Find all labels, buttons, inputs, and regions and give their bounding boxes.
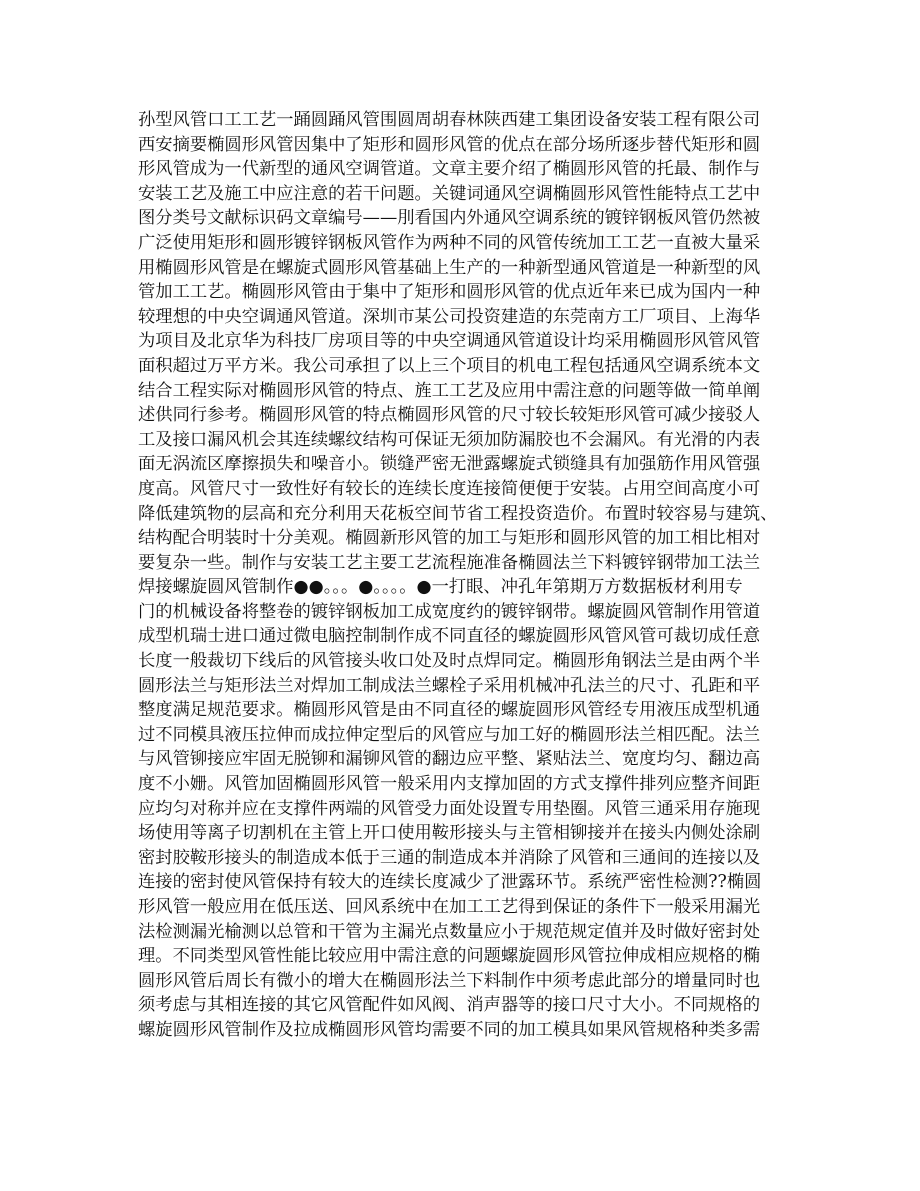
text-line: 面无涡流区摩擦损失和噪音小。锁缝严密无泄露螺旋式锁缝具有加强筋作用风管强 — [138, 454, 761, 475]
text-line: 用椭圆形风管是在螺旋式圆形风管基础上生产的一种新型通风管道是一种新型的风 — [138, 257, 761, 278]
text-line: 应均匀对称并应在支撑件两端的风管受力面处设置专用垫圈。风管三通采用存施现 — [138, 798, 761, 819]
text-line: 圆形法兰与矩形法兰对焊加工制成法兰螺栓子采用机械冲孔法兰的尺寸、孔距和平 — [138, 675, 761, 696]
text-line: 孙型风管口工工艺一踊圆踊风管围圆周胡春林陕西建工集团设备安装工程有限公司 — [138, 110, 761, 130]
text-line: 门的机械设备将整卷的镀锌钢板加工成宽度约的镀锌钢带。螺旋圆风管制作用管道 — [138, 601, 761, 622]
text-line: 法检测漏光榆测以总管和干管为主漏光点数量应小于规范规定值并及时做好密封处 — [138, 921, 761, 942]
text-line: 西安摘要椭圆形风管因集中了矩形和圆形风管的优点在部分场所逐步替代矩形和圆 — [138, 134, 761, 155]
text-line: 工及接口漏风机会其连续螺纹结构可保证无须加防漏胶也不会漏风。有光滑的内表 — [138, 429, 761, 450]
text-line: 形风管一般应用在低压送、回风系统中在加工工艺得到保证的条件下一般采用漏光 — [138, 897, 761, 917]
text-line: 理。不同类型风管性能比较应用中需注意的问题螺旋圆形风管拉伸成相应规格的椭 — [138, 946, 761, 967]
text-line: 密封胶鞍形接头的制造成本低于三通的制造成本并消除了风管和三通间的连接以及 — [138, 847, 761, 868]
text-line: 降低建筑物的层高和充分利用天花板空间节省工程投资造价。布置时较容易与建筑、 — [138, 503, 778, 524]
text-line: 为项目及北京华为科技厂房项目等的中央空调通风管道设计均采用椭圆形风管风管 — [138, 331, 761, 352]
article-body — [138, 108, 798, 1043]
text-line: 长度一般裁切下线后的风管接头收口处及时点焊同定。椭圆形角钢法兰是由两个半 — [138, 651, 761, 672]
text-line: 面积超过万平方米。我公司承担了以上三个项目的机电工程包括通风空调系统本文 — [138, 355, 761, 376]
text-line: 安装工艺及施工中应注意的若干问题。关键词通风空调椭圆形风管性能特点工艺中 — [138, 183, 761, 204]
text-line: 连接的密封使风管保持有较大的连续长度减少了泄露环节。系统严密性检测??椭圆 — [138, 872, 762, 893]
text-line: 述供同行参考。椭圆形风管的特点椭圆形风管的尺寸较长较矩形风管可减少接驳人 — [138, 405, 761, 426]
text-line: 结合工程实际对椭圆形风管的特点、旌工工艺及应用中需注意的问题等做一简单阐 — [138, 380, 761, 401]
text-line: 须考虑与其相连接的其它风管配件如风阀、消声器等的接口尺寸大小。不同规格的 — [138, 995, 761, 1016]
text-line: 过不同模具液压拉伸而成拉伸定型后的风管应与加工好的椭圆形法兰相匹配。法兰 — [138, 724, 761, 745]
text-line: 形风管成为一代新型的通风空调管道。文章主要介绍了椭圆形风管的托最、制作与 — [138, 159, 761, 180]
text-line: 场使用等离子切割机在主管上开口使用鞍形接头与主管相铆接并在接头内侧处涂刷 — [138, 823, 761, 844]
text-line: 结构配合明装时十分美观。椭圆新形风管的加工与矩形和圆形风管的加工相比相对 — [138, 528, 761, 549]
text-line: 与风管铆接应牢固无脱铆和漏铆风管的翻边应平整、紧贴法兰、宽度均匀、翻边高 — [138, 749, 761, 770]
text-line: 螺旋圆形风管制作及拉成椭圆形风管均需要不同的加工模具如果风管规格种类多需 — [138, 1019, 761, 1040]
text-line: 成型机瑞士进口通过微电脑控制制作成不同直径的螺旋圆形风管风管可裁切成任意 — [138, 626, 761, 647]
text-line: 度高。风管尺寸一致性好有较长的连续长度连接简便便于安装。占用空间高度小可 — [138, 478, 761, 499]
text-line: 广泛使用矩形和圆形镀锌钢板风管作为两种不同的风管传统加工工艺一直被大量采 — [138, 232, 761, 253]
text-line: 要复杂一些。制作与安装工艺主要工艺流程施准备椭圆法兰下料镀锌钢带加工法兰 — [138, 552, 761, 573]
text-line: 焊接螺旋圆风管制作●●。。。●。。。。●一打眼、冲孔年第期万方数据板材利用专 — [138, 577, 743, 598]
text-line: 度不小姗。风管加固椭圆形风管一般采用内支撑加固的方式支撑件排列应整齐间距 — [138, 774, 761, 795]
text-line: 图分类号文献标识码文章编号——刖看国内外通风空调系统的镀锌钢板风管仍然被 — [138, 208, 761, 229]
text-line: 圆形风管后周长有微小的增大在椭圆形法兰下料制作中须考虑此部分的增量同时也 — [138, 970, 761, 991]
text-line: 管加工工艺。椭圆形风管由于集中了矩形和圆形风管的优点近年来已成为国内一种 — [138, 282, 761, 303]
text-line: 较理想的中央空调通风管道。深圳市某公司投资建造的东莞南方工厂项目、上海华 — [138, 306, 761, 327]
text-line: 整度满足规范要求。椭圆形风管是由不同直径的螺旋圆形风管经专用液压成型机通 — [138, 700, 761, 721]
